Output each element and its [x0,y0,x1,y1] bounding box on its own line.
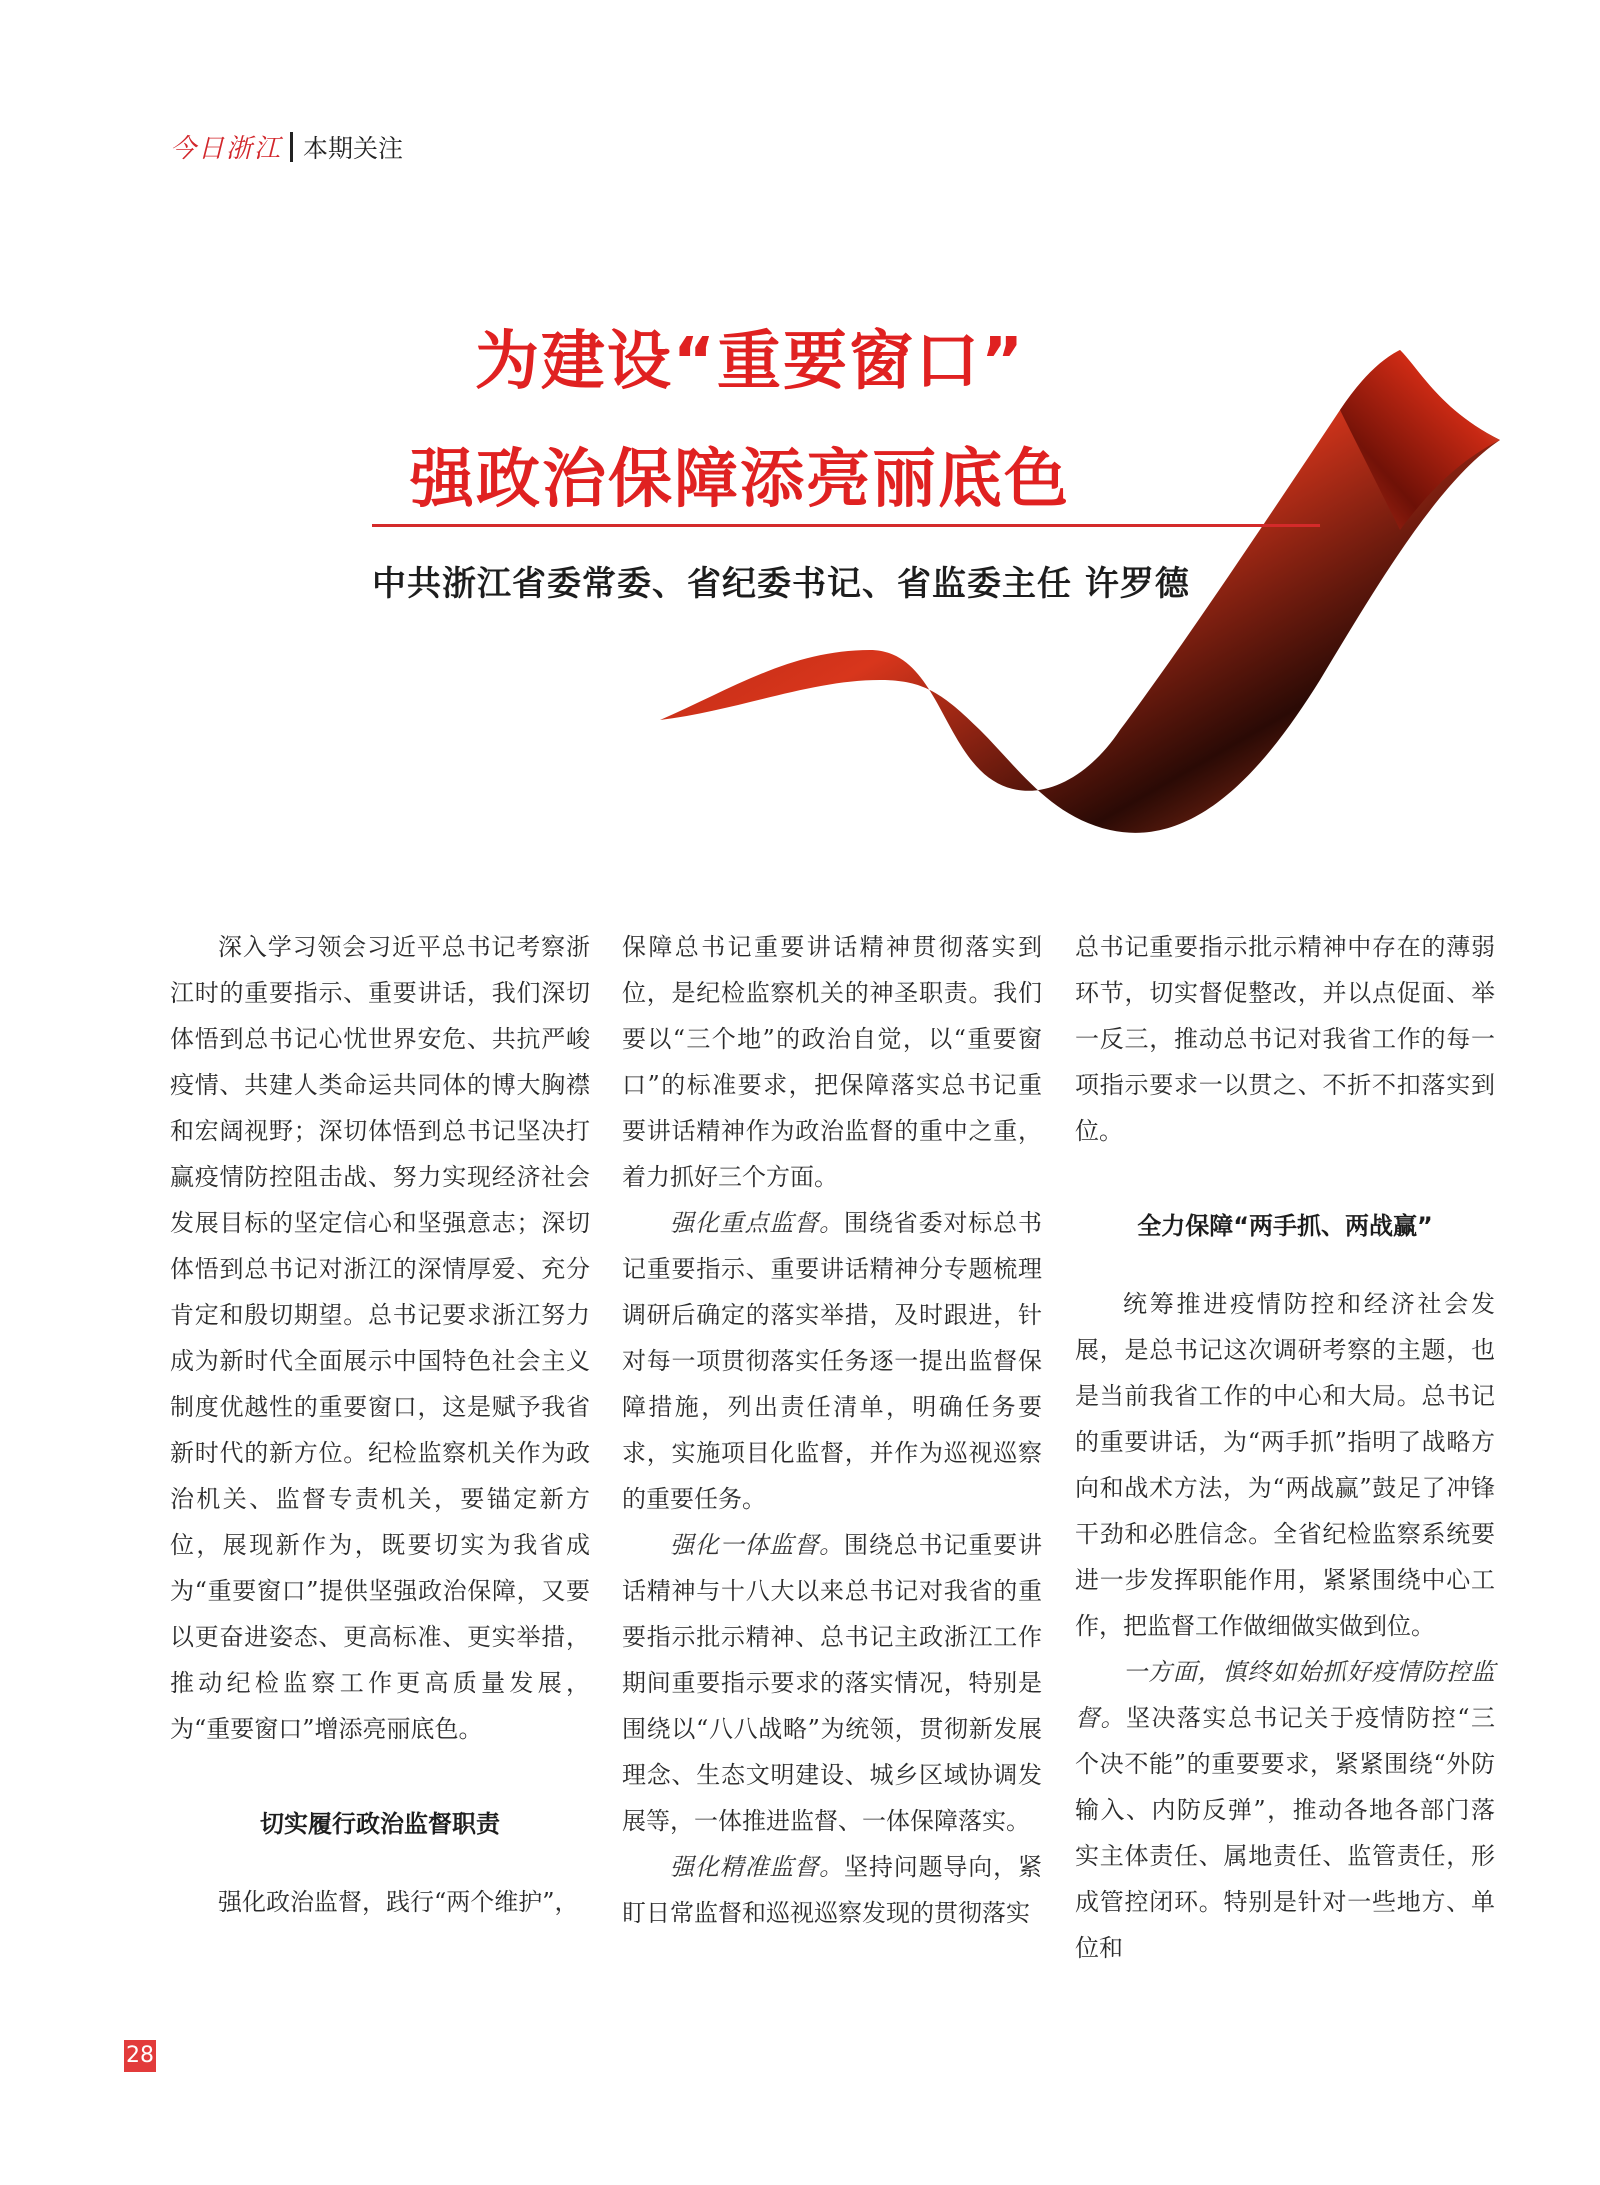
paragraph: 统筹推进疫情防控和经济社会发展，是总书记这次调研考察的主题，也是当前我省工作的中心和大局。总书记的重要讲话，为“两手抓”指明了战略方向和战术方法，为“两战赢”鼓足了冲锋干劲和必胜信念。全省纪检监察系统要进一步发挥职能作用，紧紧围绕中心工作，把监督工作做细做实做到位。 [1075,1290,1495,1640]
paragraph: 保障总书记重要讲话精神贯彻落实到位，是纪检监察机关的神圣职责。我们要以“三个地”的政治自觉，以“重要窗口”的标准要求，把保障落实总书记重要讲话精神作为政治监督的重中之重，着力抓好三个方面。 [622,933,1042,1191]
section-heading: 全力保障“两手抓、两战赢” [1137,1212,1433,1240]
column-2 [622,924,1042,1936]
paragraph [622,1844,1042,1936]
paragraph-lead: 强化重点监督。 [670,1209,844,1237]
column-3 [1075,924,1495,1971]
section-heading: 切实履行政治监督职责 [260,1810,500,1838]
paragraph-body: 围绕总书记重要讲话精神与十八大以来总书记对我省的重要指示批示精神、总书记主政浙江工作期间重要指示要求的落实情况，特别是围绕以“八八战略”为统领，贯彻新发展理念、生态文明建设、城乡区域协调发展等，一体推进监督、一体保障落实。 [622,1531,1042,1835]
paragraph-lead: 强化一体监督。 [670,1531,844,1559]
paragraph-body: 坚决落实总书记关于疫情防控“三个决不能”的重要要求，紧紧围绕“外防输入、内防反弹”，推动各地各部门落实主体责任、属地责任、监管责任，形成管控闭环。特别是针对一些地方、单位和 [1075,1704,1495,1962]
magazine-logo: 今日浙江 [170,134,283,164]
paragraph: 总书记重要指示批示精神中存在的薄弱环节，切实督促整改，并以点促面、举一反三，推动总书记对我省工作的每一项指示要求一以贯之、不折不扣落实到位。 [1075,933,1495,1145]
paragraph: 深入学习领会习近平总书记考察浙江时的重要指示、重要讲话，我们深切体悟到总书记心忧世界安危、共抗严峻疫情、共建人类命运共同体的博大胸襟和宏阔视野；深切体悟到总书记坚决打赢疫情防控阻击战、努力实现经济社会发展目标的坚定信心和坚强意志；深切体悟到总书记对浙江的深情厚爱、充分肯定和殷切期望。总书记要求浙江努力成为新时代全面展示中国特色社会主义制度优越性的重要窗口，这是赋予我省新时代的新方位。纪检监察机关作为政治机关、监督专责机关，要锚定新方位，展现新作为，既要切实为我省成为“重要窗口”提供坚强政治保障，又要以更奋进姿态、更高标准、更实举措，推动纪检监察工作更高质量发展，为“重要窗口”增添亮丽底色。 [170,933,590,1743]
masthead-divider [290,132,293,162]
article-title-line-1: 为建设“重要窗口” [474,325,1026,399]
paragraph-body: 围绕省委对标总书记重要指示、重要讲话精神分专题梳理调研后确定的落实举措，及时跟进，针对每一项贯彻落实任务逐一提出监督保障措施，列出责任清单，明确任务要求，实施项目化监督，并作为巡视巡察的重要任务。 [622,1209,1042,1513]
title-rule [372,524,1320,527]
article-title-line-2: 强政治保障添亮丽底色 [410,443,1070,517]
paragraph [622,1522,1042,1844]
column-1 [170,924,590,1925]
paragraph [622,1200,1042,1522]
paragraph-lead: 一方面，慎终如始抓好疫情防控监督。 [1075,1658,1495,1732]
paragraph-lead: 强化精准监督。 [670,1853,844,1881]
page-number: 28 [124,2040,156,2072]
masthead [170,128,403,165]
author-byline: 中共浙江省委常委、省纪委书记、省监委主任 许罗德 [372,564,1190,604]
paragraph [1075,1649,1495,1971]
paragraph-body: 坚持问题导向，紧盯日常监督和巡视巡察发现的贯彻落实 [622,1853,1042,1927]
section-label: 本期关注 [303,133,404,163]
paragraph: 强化政治监督，践行“两个维护”， [218,1888,579,1916]
